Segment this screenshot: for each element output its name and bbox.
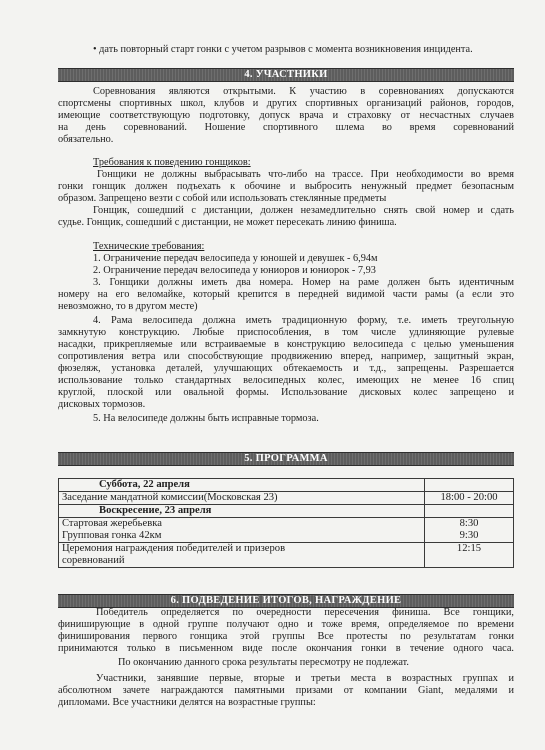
tech-line: круглой, плоской или овальной формы. Использование дисковых колес запрещено и (58, 387, 514, 398)
program-event: Групповая гонка 42км (62, 530, 162, 541)
program-time: 18:00 - 20:00 (440, 492, 498, 503)
program-day-cell (59, 505, 425, 518)
program-event: Стартовая жеребьевка (62, 518, 162, 529)
tech-line: фюзеляж, установка деталей, улучшающих обтекаемость и т.д., запрещены. Разрешается (58, 363, 514, 374)
program-day-sunday: Воскресение, 23 апреля (99, 505, 212, 516)
behavior-line: Гонщики не должны выбрасывать что-либо на трассе. При необходимости во время (97, 169, 514, 180)
tech-line: 1. Ограничение передач велосипеда у юношей и девушек - 6,94м (93, 253, 378, 264)
program-time-cell (425, 492, 514, 505)
program-day-cell (59, 479, 425, 492)
tech-line: 3. Гонщики должны иметь два номера. Номер на раме должен быть идентичным (93, 277, 514, 288)
section-6-line: дипломами. Все участники делятся на возрастные группы: (58, 697, 316, 708)
program-event-cell (59, 518, 425, 543)
section-4-para-line: обязательно. (58, 134, 114, 145)
program-time-cell (425, 479, 514, 492)
section-4-para-line: на день соревнований. Ношение спортивного шлема во время соревнований (58, 122, 514, 133)
program-event: Церемония награждения победителей и призеров (62, 543, 286, 554)
table-row (59, 492, 514, 505)
behavior-line: гонки гонщик должен подъехать к обочине и выбросить ненужный предмет безопасным (58, 181, 514, 192)
tech-line: невозможно, то в другом месте) (58, 301, 198, 312)
tech-title: Технические требования: (93, 241, 205, 252)
section-4-heading (58, 68, 514, 82)
intro-bullet: • дать повторный старт гонки с учетом разрывов с момента возникновения инцидента. (93, 44, 473, 55)
tech-line: сопротивления ветра или способствующие продвижению вперед, например, защитный экран, (58, 351, 514, 362)
table-row (59, 505, 514, 518)
program-day-saturday: Суббота, 22 апреля (99, 479, 190, 490)
program-time-cell (425, 518, 514, 543)
behavior-line: судье. Гонщик, сошедший с дистанции, не может пересекать линию финиша. (58, 217, 397, 228)
section-6-line: абсолютном зачете награждаются памятными призами от компании Giant, медалями и (58, 685, 514, 696)
section-4-para-line: имеющие соответствующую подготовку, допуск врача и страховку от несчастных случаев (58, 110, 514, 121)
table-row (59, 518, 514, 543)
tech-line: использование только стандартных велосипедных колес, имеющих не менее 16 спиц (58, 375, 514, 386)
table-row (59, 543, 514, 568)
tech-line: 5. На велосипеде должны быть исправные тормоза. (93, 413, 319, 424)
section-6-heading-text: 6. ПОДВЕДЕНИЕ ИТОГОВ, НАГРАЖДЕНИЕ (170, 595, 402, 606)
behavior-title: Требования к поведению гонщиков: (93, 157, 251, 168)
program-table (58, 478, 514, 568)
program-event: Заседание мандатной комиссии(Московская 23) (62, 492, 278, 503)
tech-line: насадки, прикрепляемые или встраиваемые в конструкцию велосипеда с целью уменьшения (58, 339, 514, 350)
program-time: 12:15 (456, 543, 482, 554)
section-6-heading (58, 594, 514, 608)
program-time: 8:30 (459, 518, 479, 529)
tech-line: замкнутую конструкцию. Любые приспособления, в том числе удлиняющие рулевые (58, 327, 514, 338)
section-6-line: Участники, занявшие первые, вторые и третьи места в возрастных группах и (96, 673, 514, 684)
program-time-cell (425, 543, 514, 568)
program-event: соревнований (62, 555, 125, 566)
section-6-line: Победитель определяется по очередности пересечения финиша. Все гонщики, (96, 607, 514, 618)
tech-line: 4. Рама велосипеда должна иметь традиционную форму, т.е. иметь треугольную (93, 315, 514, 326)
table-row (59, 479, 514, 492)
program-event-cell (59, 543, 425, 568)
behavior-line: образом. Запрещено везти с собой или использовать стеклянные предметы (58, 193, 387, 204)
section-6-line: По окончанию данного срока результаты пересмотру не подлежат. (118, 657, 409, 668)
section-4-heading-text: 4. УЧАСТНИКИ (244, 69, 328, 80)
program-event-cell (59, 492, 425, 505)
program-time-cell (425, 505, 514, 518)
section-4-para-line: Соревнования являются открытыми. К участию в соревнованиях допускаются (93, 86, 514, 97)
tech-line: дисковых тормозов. (58, 399, 146, 410)
program-time: 9:30 (459, 530, 479, 541)
tech-line: 2. Ограничение передач велосипеда у юниоров и юниорок - 7,93 (93, 265, 376, 276)
section-6-line: принимаются только в письменном виде после окончания гонки в течение одного часа. (58, 643, 514, 654)
section-6-line: финиширующие в одной группе получают одно и тоже время, определяемое по времени (58, 619, 514, 630)
section-6-line: финиширования первого гонщика этой группы Все протесты по результатам гонки (58, 631, 514, 642)
section-4-para-line: спортсмены спортивных школ, клубов и других спортивных организаций районов, городов, (58, 98, 514, 109)
tech-line: номеру на его веломайке, который крепится в передней видимой части рамы (а если это (58, 289, 514, 300)
section-5-heading-text: 5. ПРОГРАММА (244, 453, 328, 464)
section-5-heading (58, 452, 514, 466)
behavior-line: Гонщик, сошедший с дистанции, должен незамедлительно снять свой номер и сдать (93, 205, 514, 216)
